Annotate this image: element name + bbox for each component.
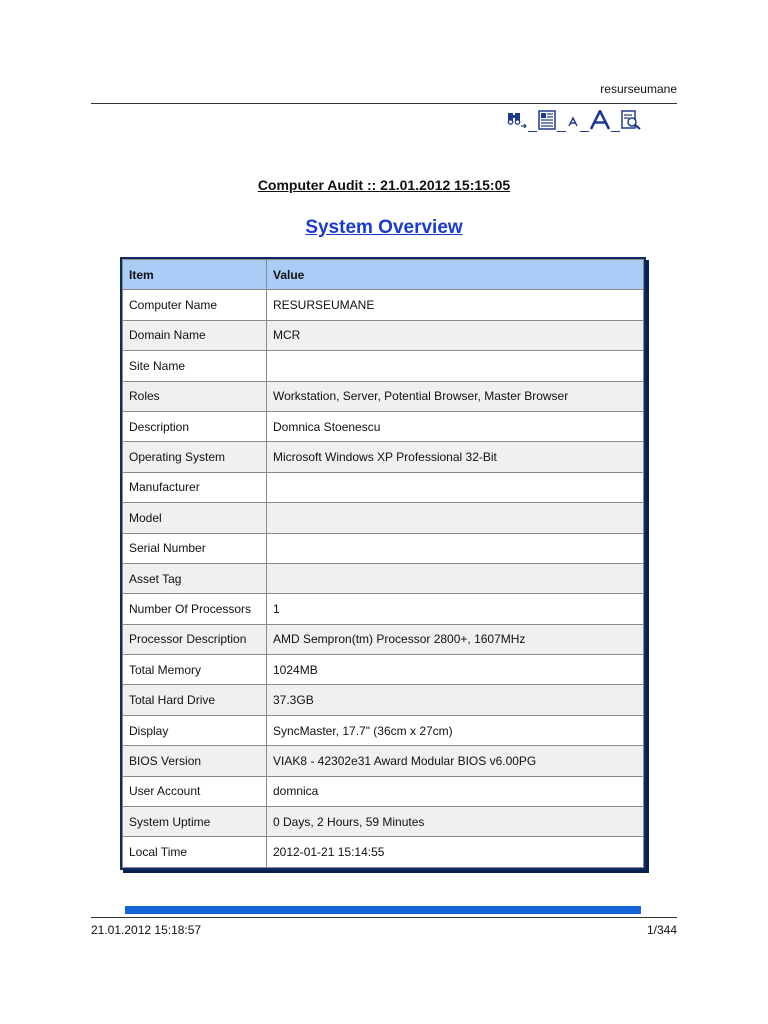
page-number: 1/344 — [646, 923, 677, 937]
value-cell: 2012-01-21 15:14:55 — [267, 837, 644, 867]
item-cell: Manufacturer — [123, 472, 267, 502]
system-overview-table — [120, 257, 646, 870]
value-cell: Microsoft Windows XP Professional 32-Bit — [267, 442, 644, 472]
table-row — [123, 533, 644, 563]
table-row — [123, 655, 644, 685]
value-cell: Workstation, Server, Potential Browser, Master Browser — [267, 381, 644, 411]
item-cell: Domain Name — [123, 320, 267, 350]
value-cell: AMD Sempron(tm) Processor 2800+, 1607MHz — [267, 624, 644, 654]
item-cell: User Account — [123, 776, 267, 806]
find-icon[interactable] — [506, 110, 528, 135]
value-cell — [267, 472, 644, 502]
item-cell: Serial Number — [123, 533, 267, 563]
table-row — [123, 503, 644, 533]
table-row — [123, 442, 644, 472]
item-cell: Model — [123, 503, 267, 533]
section-title[interactable]: System Overview — [305, 217, 463, 238]
table-row — [123, 715, 644, 745]
table-row — [123, 290, 644, 320]
toolbar-separator — [557, 130, 566, 132]
item-cell: Number Of Processors — [123, 594, 267, 624]
item-cell: Display — [123, 715, 267, 745]
table-row — [123, 685, 644, 715]
header-name: resurseumane — [600, 82, 677, 96]
item-cell: Roles — [123, 381, 267, 411]
toolbar-separator — [580, 130, 589, 132]
value-cell — [267, 533, 644, 563]
toolbar — [506, 113, 676, 135]
table-row — [123, 746, 644, 776]
preview-icon[interactable] — [620, 110, 642, 135]
footer-timestamp: 21.01.2012 15:18:57 — [91, 923, 202, 937]
value-cell: 0 Days, 2 Hours, 59 Minutes — [267, 807, 644, 837]
item-cell: BIOS Version — [123, 746, 267, 776]
font-smaller-icon[interactable] — [566, 110, 580, 135]
footer-bar — [125, 906, 641, 914]
table-row — [123, 472, 644, 502]
audit-title: Computer Audit :: 21.01.2012 15:15:05 — [257, 177, 511, 193]
item-cell: Description — [123, 411, 267, 441]
table-row — [123, 381, 644, 411]
value-cell: VIAK8 - 42302e31 Award Modular BIOS v6.00PG — [267, 746, 644, 776]
item-cell: Operating System — [123, 442, 267, 472]
item-cell: Computer Name — [123, 290, 267, 320]
item-cell: Total Hard Drive — [123, 685, 267, 715]
table-row — [123, 563, 644, 593]
font-larger-icon[interactable] — [589, 110, 611, 135]
table-row — [123, 624, 644, 654]
item-cell: Local Time — [123, 837, 267, 867]
item-cell: Processor Description — [123, 624, 267, 654]
header-rule — [91, 103, 677, 104]
column-header-item: Item — [123, 260, 267, 290]
value-cell: domnica — [267, 776, 644, 806]
value-cell — [267, 563, 644, 593]
value-cell — [267, 503, 644, 533]
table-header-row — [123, 260, 644, 290]
table-row — [123, 594, 644, 624]
text-view-icon[interactable] — [537, 110, 557, 135]
toolbar-separator — [611, 130, 620, 132]
table-row — [123, 807, 644, 837]
value-cell: RESURSEUMANE — [267, 290, 644, 320]
value-cell: 1024MB — [267, 655, 644, 685]
item-cell: Asset Tag — [123, 563, 267, 593]
toolbar-separator — [528, 130, 537, 132]
value-cell: 37.3GB — [267, 685, 644, 715]
table-row — [123, 837, 644, 867]
value-cell: SyncMaster, 17.7" (36cm x 27cm) — [267, 715, 644, 745]
value-cell: MCR — [267, 320, 644, 350]
table-row — [123, 776, 644, 806]
value-cell — [267, 351, 644, 381]
column-header-value: Value — [267, 260, 644, 290]
footer-rule — [91, 917, 677, 918]
table-row — [123, 351, 644, 381]
item-cell: Total Memory — [123, 655, 267, 685]
value-cell: 1 — [267, 594, 644, 624]
item-cell: Site Name — [123, 351, 267, 381]
table-row — [123, 320, 644, 350]
value-cell: Domnica Stoenescu — [267, 411, 644, 441]
item-cell: System Uptime — [123, 807, 267, 837]
table-row — [123, 411, 644, 441]
